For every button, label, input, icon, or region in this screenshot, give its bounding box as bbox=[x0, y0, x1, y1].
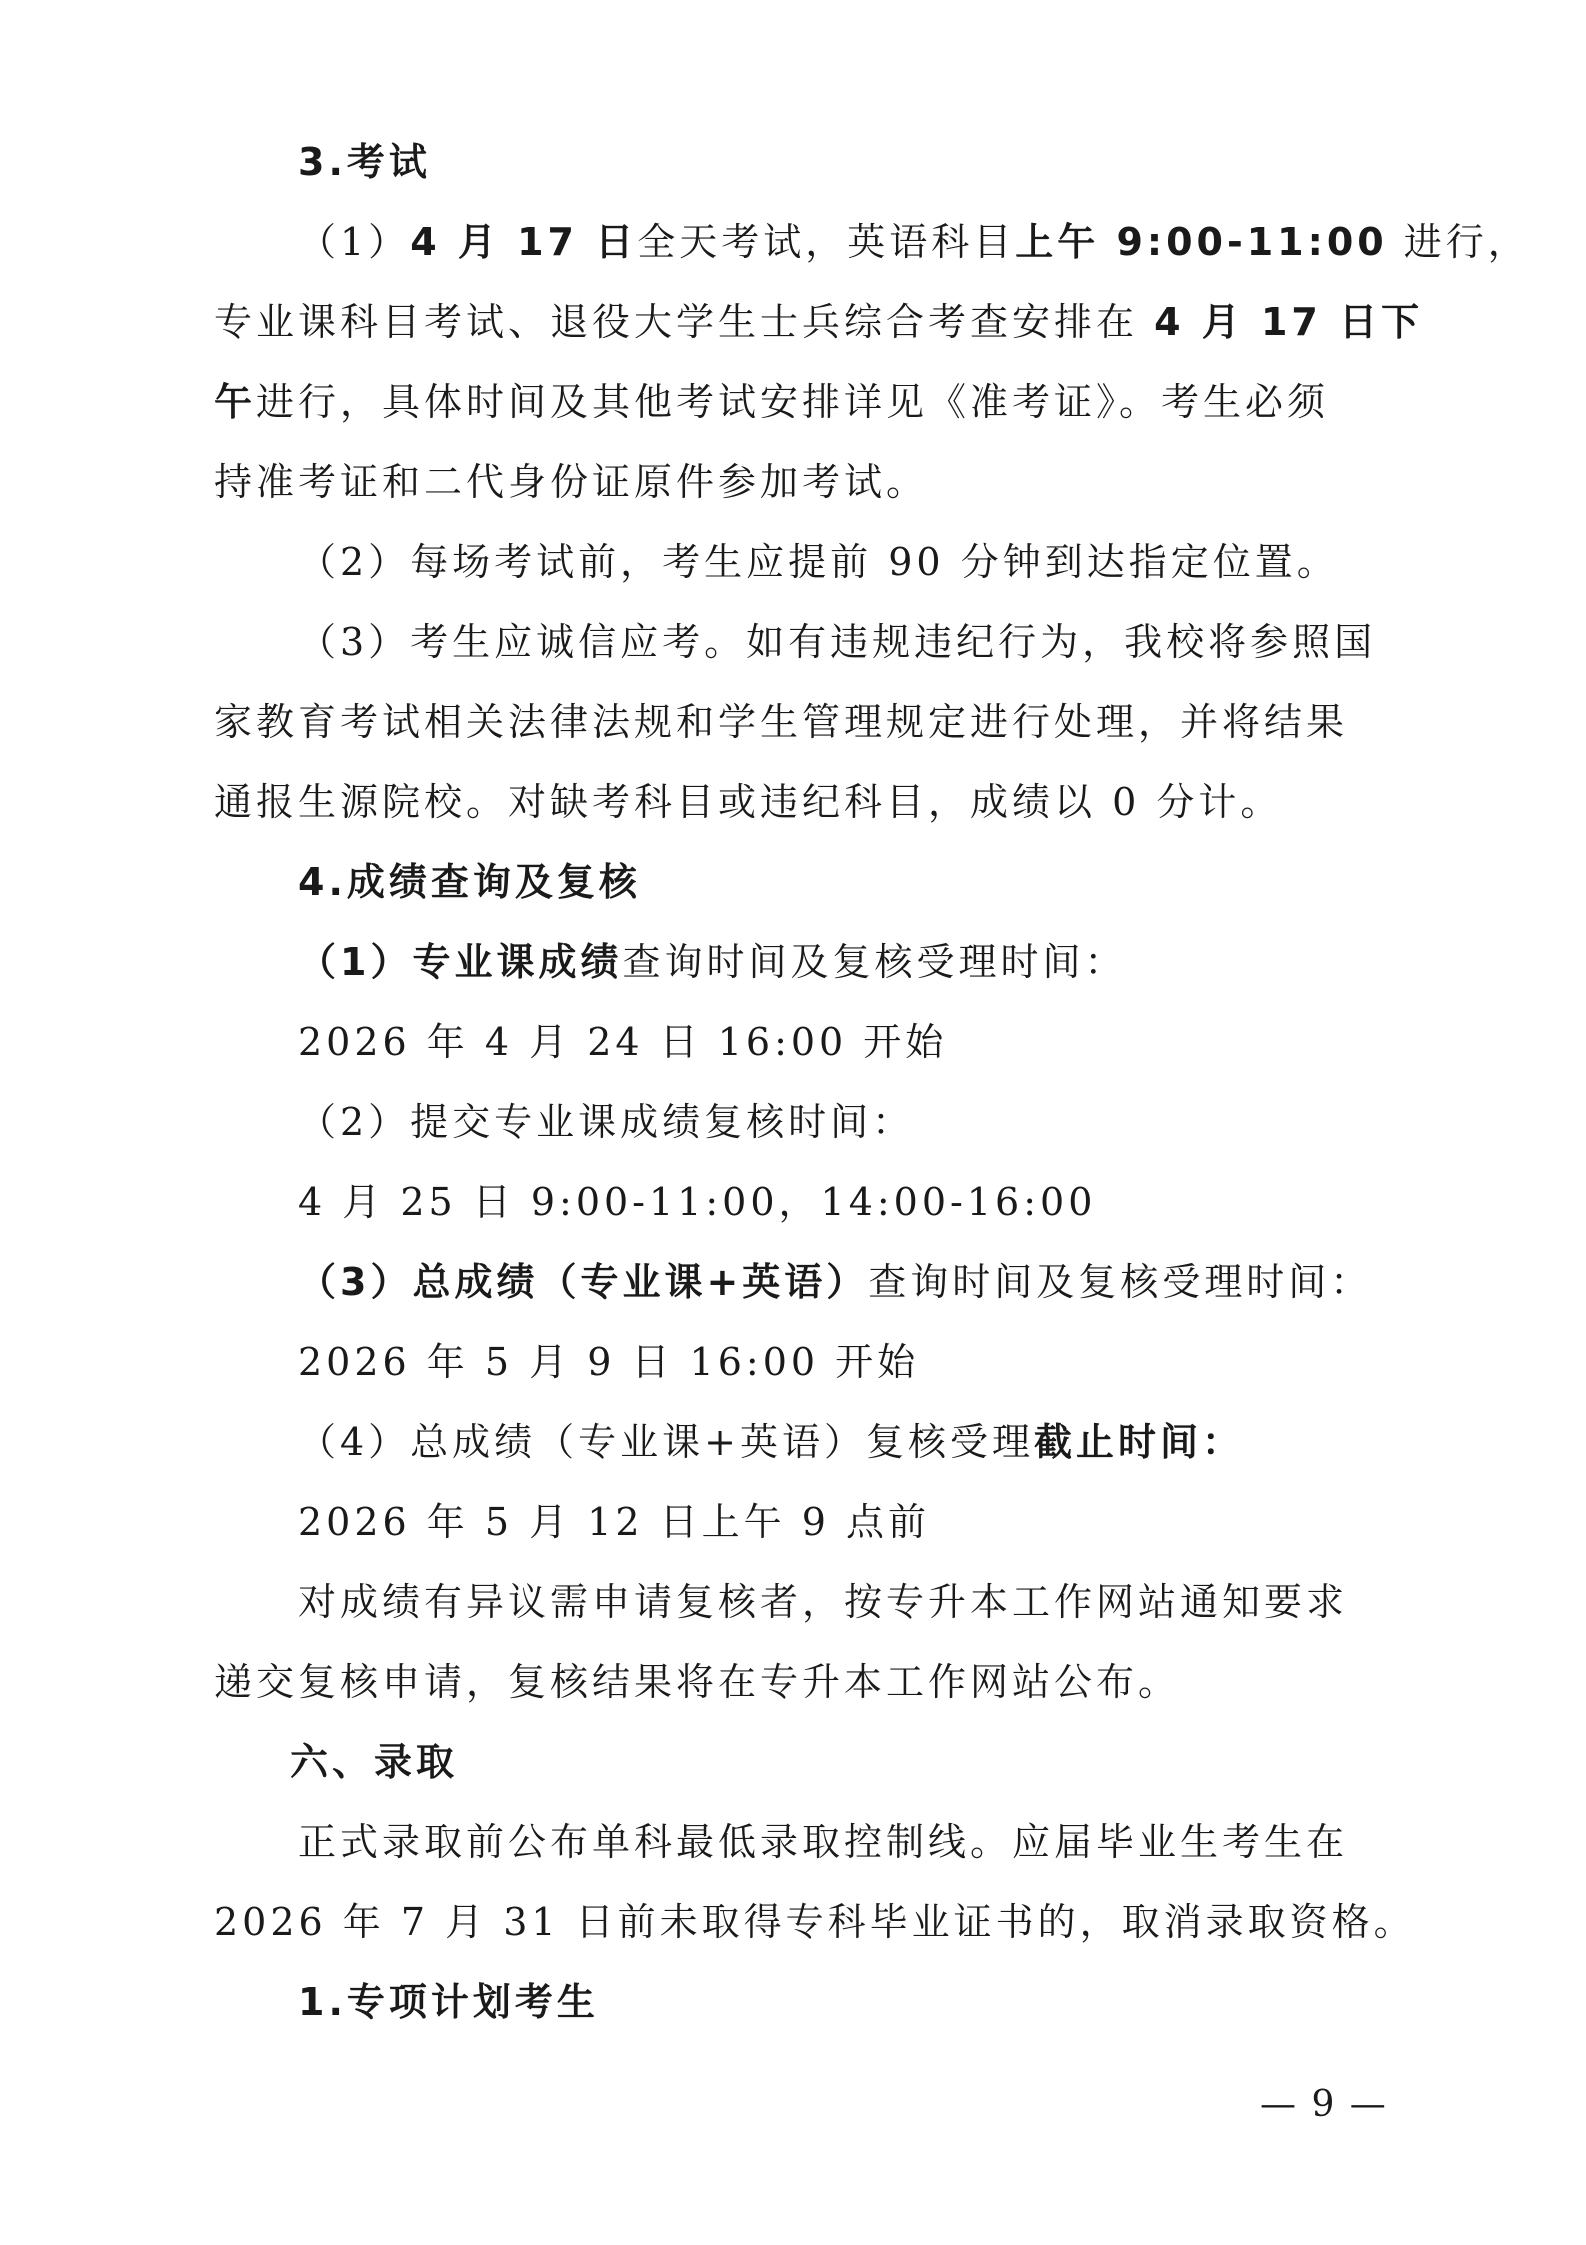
scores-note-paragraph bbox=[0, 1562, 1586, 1722]
scores-item-1-label: （1）专业课成绩查询时间及复核受理时间： bbox=[298, 940, 1127, 984]
section-heading-scores: 4.成绩查询及复核 bbox=[298, 860, 641, 904]
page-number: — 9 — bbox=[1260, 2084, 1388, 2125]
exam-p1-line-3: 午进行，具体时间及其他考试安排详见《准考证》。考生必须 bbox=[214, 380, 1330, 424]
admission-paragraph-1 bbox=[0, 1802, 1586, 1962]
exam-p3-line-2: 家教育考试相关法律法规和学生管理规定进行处理，并将结果 bbox=[214, 700, 1349, 744]
scores-item-3-time: 2026 年 5 月 9 日 16:00 开始 bbox=[298, 1340, 920, 1384]
exam-paragraph-2: （2）每场考试前，考生应提前 90 分钟到达指定位置。 bbox=[298, 540, 1339, 584]
scores-item-4-label: （4）总成绩（专业课+英语）复核受理截止时间： bbox=[298, 1420, 1245, 1464]
scores-note-line-1: 对成绩有异议需申请复核者，按专升本工作网站通知要求 bbox=[298, 1580, 1349, 1624]
section-heading-exam: 3.考试 bbox=[298, 140, 431, 184]
admission-p1-line-2: 2026 年 7 月 31 日前未取得专科毕业证书的，取消录取资格。 bbox=[214, 1900, 1416, 1944]
scores-item-2-label: （2）提交专业课成绩复核时间： bbox=[298, 1100, 915, 1144]
exam-paragraph-3 bbox=[0, 602, 1586, 842]
exam-p1-line-2: 专业课科目考试、退役大学生士兵综合考查安排在 4 月 17 日下 bbox=[214, 300, 1424, 344]
exam-p3-line-3: 通报生源院校。对缺考科目或违纪科目，成绩以 0 分计。 bbox=[214, 780, 1283, 824]
scores-item-4-time: 2026 年 5 月 12 日上午 9 点前 bbox=[298, 1500, 930, 1544]
admission-p1-line-1: 正式录取前公布单科最低录取控制线。应届毕业生考生在 bbox=[298, 1820, 1349, 1864]
scores-item-3-label: （3）总成绩（专业课+英语）查询时间及复核受理时间： bbox=[298, 1260, 1373, 1304]
scores-item-2-time: 4 月 25 日 9:00-11:00，14:00-16:00 bbox=[298, 1180, 1097, 1224]
subsection-heading-special-plan: 1.专项计划考生 bbox=[298, 1980, 599, 2024]
exam-paragraph-1 bbox=[0, 202, 1586, 522]
scores-item-1-time: 2026 年 4 月 24 日 16:00 开始 bbox=[298, 1020, 948, 1064]
section-heading-admission: 六、录取 bbox=[290, 1740, 459, 1784]
exam-p3-line-1: （3）考生应诚信应考。如有违规违纪行为，我校将参照国 bbox=[298, 620, 1377, 664]
exam-p1-line-1: （1）4 月 17 日全天考试，英语科目上午 9:00-11:00 进行， bbox=[298, 220, 1530, 264]
scores-note-line-2: 递交复核申请，复核结果将在专升本工作网站公布。 bbox=[214, 1660, 1181, 1704]
exam-p1-line-4: 持准考证和二代身份证原件参加考试。 bbox=[214, 460, 929, 504]
